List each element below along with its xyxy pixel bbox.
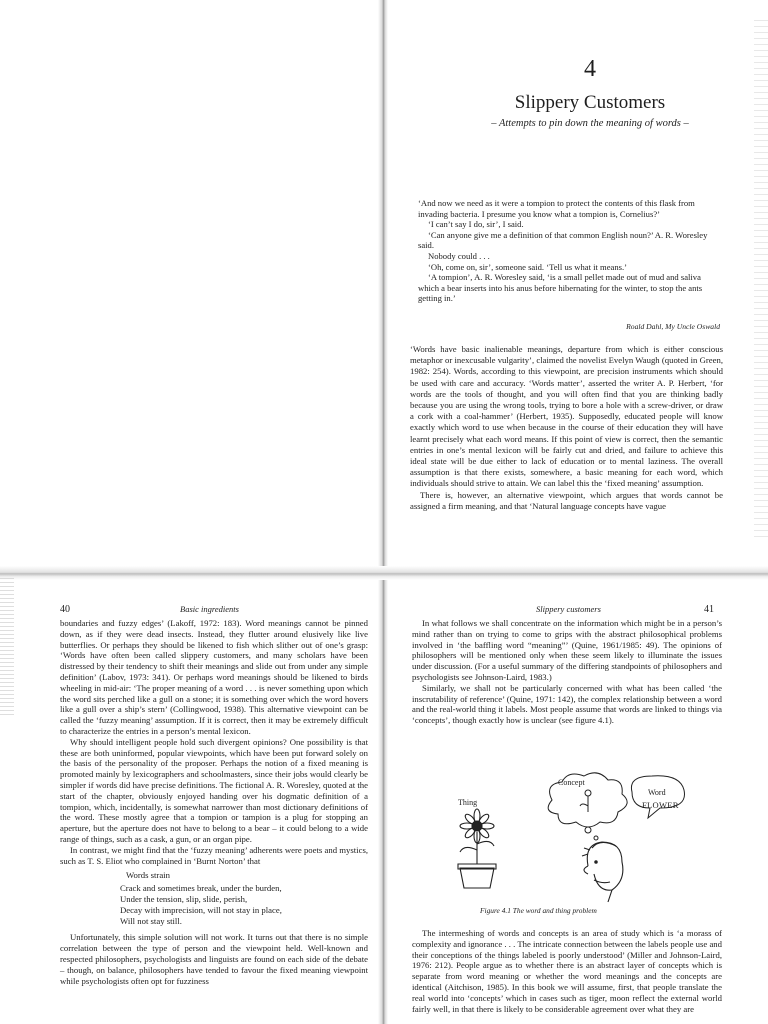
running-head-right: Slippery customers (536, 604, 601, 614)
word-thing-illustration (412, 770, 722, 910)
epigraph (418, 198, 718, 304)
right-page-text (412, 618, 722, 726)
poem-line: Decay with imprecision, will not stay in place, (120, 904, 282, 915)
label-thing: Thing (458, 798, 478, 807)
intro-text (410, 344, 723, 512)
figure-caption: Figure 4.1 The word and thing problem (480, 906, 597, 915)
chapter-number: 4 (584, 56, 596, 82)
left-page-text (60, 618, 368, 986)
poem-line: Words strain (126, 870, 170, 881)
book-gutter (378, 0, 388, 1024)
flower-pot-icon (458, 809, 496, 888)
page-number-right: 41 (704, 604, 714, 615)
running-head-left: Basic ingredients (180, 604, 239, 614)
label-concept: Concept (558, 778, 585, 787)
paragraph: There is, however, an alternative viewpoint, which argues that words cannot be assigned a firm meaning, and that ‘Natural language concepts have vague (410, 489, 723, 511)
poem-line: Under the tension, slip, slide, perish, (120, 893, 248, 904)
label-flower: FLOWER (642, 800, 679, 810)
chapter-subtitle: – Attempts to pin down the meaning of words – (491, 118, 689, 129)
paragraph: Unfortunately, this simple solution will not work. It turns out that there is no simple correlation between the type of person and the viewpoint held. Well-known and respected philosophers, psychologists and linguists are found on each side of the debate – though, on balance, philosophers have tended to favour the fixed meaning viewpoint while psychologists often opt for fuzziness (60, 932, 368, 986)
figure-4-1 (412, 770, 722, 920)
epigraph-line: ‘Can anyone give me a definition of that common English noun?’ A. R. Woresley said. (418, 229, 708, 251)
epigraph-line: ‘I can’t say I do, sir’, I said. (428, 219, 524, 230)
paragraph: Why should intelligent people hold such divergent opinions? One possibility is that these are both uninformed, popular viewpoints, which have been put forward solely on the basis of the personality of the proposer. Perhaps the notion of a fixed meaning is promoted mainly by lexicographers and schoolmasters, since their jobs would clearly be simpler if words did have precise definitions. The fictional A. R. Woresley, quoted at the start of the chapter, obviously enjoyed handing over his dogmatic definition of a tompion, which, incidentally, is somewhat narrower than most dictionary definitions of the word. These mostly agree that a tompion or tampion is a plug for stopping an aperture, but the aperture does not have to belong to a bear – it could belong to a wide range of things, such as a cask, a gun, or an organ pipe. (60, 736, 368, 844)
paragraph: Similarly, we shall not be particularly concerned with what has been called ‘the inscrutability of reference’ (Quine, 1971: 142), the complex relationship between a word and the real-world thing it labels. Most people assume that words are linked to things via ‘concepts’, though exactly how is unclear (see figure 4.1). (412, 682, 722, 726)
paragraph: The intermeshing of words and concepts is an area of study which is ‘a morass of complexity and ignorance . . . The intricate connection between the labels people use and their conceptions of the things labeled is poorly understood’ (Miller and Johnson-Laird, 1976: 212). People argue as to whether there is an abstract layer of concepts which is separate from word meaning or whether the word meanings and the concepts are identical (Aitchison, 1985). In this book we will assume, first, that people translate the real world into ‘concepts’ which in cases such as tiger, moon reflect the external world fairly well, in that there is likely to be considerable agreement over what they are (412, 928, 722, 1014)
poem-line: Will not stay still. (120, 915, 182, 926)
page-number-left: 40 (60, 604, 70, 615)
epigraph-line: Nobody could . . . (428, 250, 490, 261)
right-page-text-continued (412, 928, 722, 1014)
epigraph-source: Roald Dahl, My Uncle Oswald (626, 322, 720, 331)
paragraph: boundaries and fuzzy edges’ (Lakoff, 1972: 183). Word meanings cannot be pinned down, as if they were dead insects. Instead, they flutter around elusively like live butterflies. Or perhaps they should be likened to fish which slither out of one’s grasp: ‘Words have often been called slippery customers, and many scholars have been distressed by their tendency to shift their meanings and slide out from under any simple definition’ (Labov, 1973: 341). Or perhaps word meanings should be likened to birds wheeling in mid-air: ‘The proper meaning of a word . . . is never something upon which the word sits perched like a gull on a stone; it is something over which the word hovers like a gull over a ship’s stern’ (Collingwood, 1938). This alternative viewpoint can be called the ‘fuzzy meaning’ assumption. If it is correct, then it may be extremely difficult to characterize the entries in a person’s mental lexicon. (60, 618, 368, 736)
person-head-icon (582, 842, 623, 902)
paragraph: In what follows we shall concentrate on the information which might be in a person’s mind rather than on trying to come to grips with the abstract philosophical problems involved in ‘the baffling word “meaning”’ (Quine, 1961/1985: 49). The opinions of philosophers will be mentioned only when these seem likely to illuminate the issues under discussion. (For a useful summary of the differing standpoints of philosophers and psychologists see Johnson-Laird, 1983.) (412, 618, 722, 682)
epigraph-line: ‘Oh, come on, sir’, someone said. ‘Tell us what it means.’ (428, 261, 627, 272)
label-word: Word (648, 788, 666, 797)
epigraph-line: ‘A tompion’, A. R. Woresley said, ‘is a small pellet made out of mud and saliva which a bear inserts into his anus before hibernating for the winter, to stop the ants getting in.’ (418, 272, 703, 304)
poem-quote (120, 870, 368, 926)
poem-line: Crack and sometimes break, under the burden, (120, 883, 282, 894)
paragraph: ‘Words have basic inalienable meanings, departure from which is either conscious metaphor or inexcusable vulgarity’, claimed the novelist Evelyn Waugh (quoted in Green, 1982: 254). Words, according to this viewpoint, are precision instruments which should be used with care and accuracy. ‘Words matter’, asserted the writer A. P. Herbert, ‘for words are the tools of thought, and you will often find that you are thinking badly because you are using the wrong tools, trying to bore a hole with a screw-driver, or draw a cork with a coal-hammer’ (Herbert, 1935). Supposedly, educated people will know exactly which word to use when because in the course of their education they will have learnt precisely what each word means. If this point of view is correct, then the semantic entries in one’s mental lexicon will be fairly cut and dried, and failure to achieve this ideal state will be due either to lack of education or to mental laziness. The overall assumption is that there exists, somewhere, a basic meaning for each word, which individuals should strive to attain. We can label this the ‘fixed meaning’ assumption. (410, 344, 723, 489)
page-divider (0, 566, 768, 580)
scan-artifact-left (0, 578, 14, 718)
chapter-title: Slippery Customers (514, 92, 666, 113)
epigraph-line: ‘And now we need as it were a tompion to protect the contents of this flask from invading bacteria. I presume you know what a tompion is, Cornelius?’ (418, 198, 695, 219)
paragraph: In contrast, we might find that the ‘fuzzy meaning’ adherents were poets and mystics, such as T. S. Eliot who complained in ‘Burnt Norton’ that (60, 844, 368, 866)
